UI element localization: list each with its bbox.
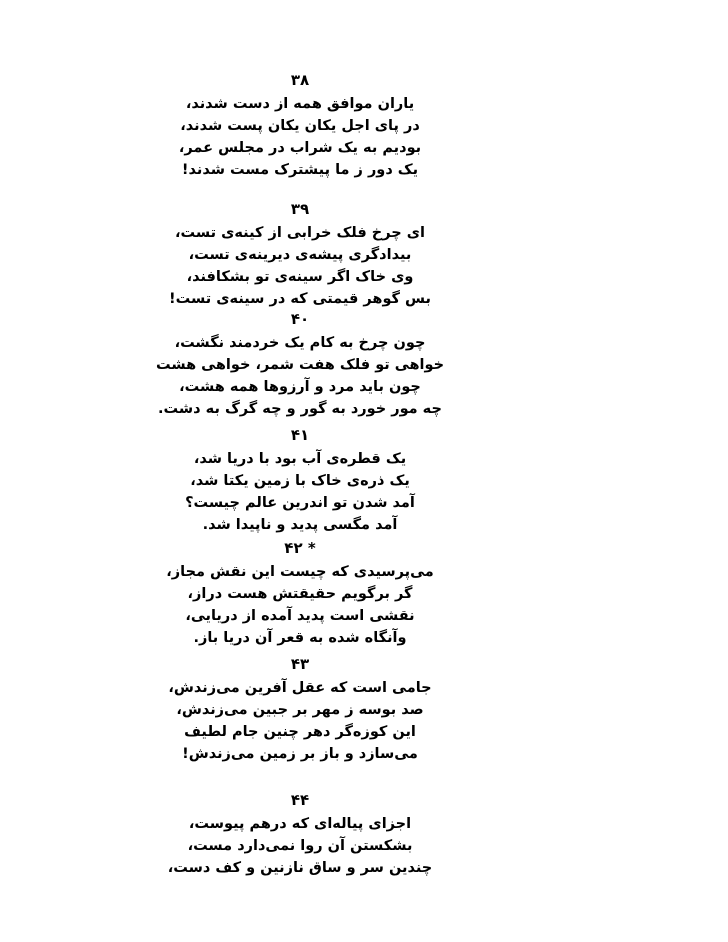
- quatrain-43: [0, 654, 600, 765]
- quatrain-number: ۴۱: [290, 426, 310, 444]
- verse-line: می‌پرسیدی که چیست این نقش مجاز،: [166, 564, 434, 580]
- verse-line: چون باید مرد و آرزوها همه هشت،: [179, 379, 421, 395]
- verse-line: بیدادگری پیشه‌ی دیرینه‌ی تست،: [188, 247, 412, 263]
- verse-line: در پای اجل یکان یکان پست شدند،: [180, 118, 420, 134]
- verse-line: نقشی است پدید آمده از دریایی،: [185, 608, 415, 624]
- verse-line: ای چرخ فلک خرابی از کینه‌ی تست،: [174, 225, 425, 241]
- verse-line: آمد مگسی پدید و ناپیدا شد.: [202, 517, 398, 533]
- quatrain-number: ۴۳: [290, 655, 310, 673]
- quatrain-number: ۴۰: [290, 310, 310, 328]
- verse-line: وآنگاه شده به قعر آن دریا باز.: [193, 630, 407, 646]
- verse-line: آمد شدن تو اندرین عالم چیست؟: [185, 495, 415, 511]
- quatrain-number: ۴۴: [290, 791, 310, 809]
- verse-line: یاران موافق همه از دست شدند،: [185, 96, 415, 112]
- quatrain-41: [0, 425, 600, 536]
- quatrain-number: ۳۸: [290, 71, 310, 89]
- verse-line: جامی است که عقل آفرین می‌زندش،: [168, 680, 432, 696]
- verse-line: گر برگویم حقیقتش هست دراز،: [187, 586, 413, 602]
- verse-line: بس گوهر قیمتی که در سینه‌ی تست!: [169, 291, 431, 307]
- quatrain-44: [0, 790, 600, 879]
- quatrain-42: [0, 538, 600, 649]
- verse-line: اجزای پیاله‌ای که درهم پیوست،: [188, 816, 412, 832]
- verse-line: بودیم به یک شراب در مجلس عمر،: [178, 140, 422, 156]
- verse-line: وی خاک اگر سینه‌ی تو بشکافند،: [186, 269, 414, 285]
- quatrain-39: [0, 199, 600, 310]
- verse-line: چون چرخ به کام یک خردمند نگشت،: [174, 335, 426, 351]
- quatrain-40: [0, 309, 600, 420]
- verse-line: چندین سر و ساق نازنین و کف دست،: [167, 860, 433, 876]
- verse-line: یک دور ز ما پیشترک مست شدند!: [181, 162, 419, 178]
- verse-line: چه مور خورد به گور و چه گرگ به دشت.: [158, 401, 442, 417]
- verse-line: یک ذره‌ی خاک با زمین یکتا شد،: [190, 473, 410, 489]
- verse-line: یک قطره‌ی آب بود با دریا شد،: [193, 451, 407, 467]
- verse-line: بشکستن آن روا نمی‌دارد مست،: [187, 838, 413, 854]
- quatrain-38: [0, 70, 600, 181]
- verse-line: صد بوسه ز مهر بر جبین می‌زندش،: [176, 702, 424, 718]
- verse-line: می‌سازد و باز بر زمین می‌زندش!: [182, 746, 418, 762]
- verse-line: این کوزه‌گر دهر چنین جام لطیف: [184, 724, 416, 740]
- quatrain-number: * ۴۲: [284, 539, 316, 557]
- verse-line: خواهی تو فلک هفت شمر، خواهی هشت: [155, 357, 445, 373]
- quatrain-number: ۳۹: [290, 200, 310, 218]
